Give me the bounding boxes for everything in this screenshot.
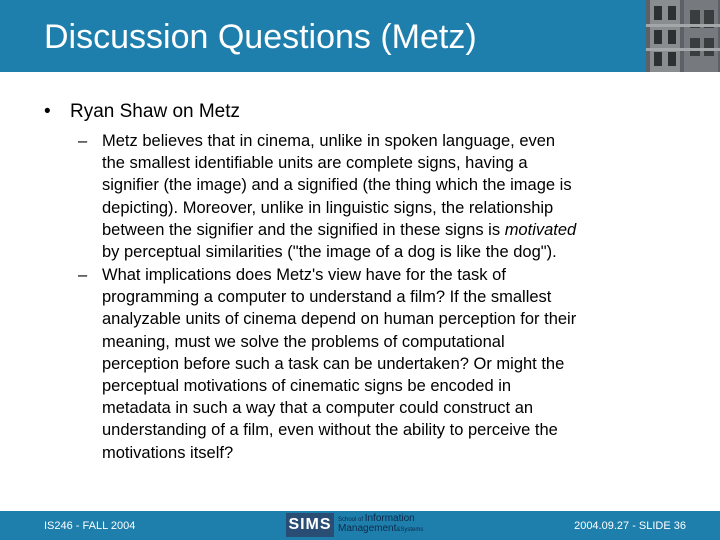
sub1-line-2: the smallest identifiable units are complete signs, having a <box>102 154 528 173</box>
sub2-line-1: What implications does Metz's view have for the task of <box>102 266 506 284</box>
sub1-line-1: Metz believes that in cinema, unlike in spoken language, even <box>102 132 556 150</box>
course-label: IS246 - FALL 2004 <box>44 520 136 532</box>
sub1-line-4: depicting). Moreover, unlike in linguistic signs, the relationship <box>102 198 554 217</box>
bullet-text: Ryan Shaw on Metz <box>70 101 241 122</box>
sub2-line-8: understanding of a film, even without the ability to perceive the <box>102 421 558 440</box>
sub-bullet-1 <box>78 130 678 263</box>
logo-information: Information <box>364 513 415 524</box>
dash-marker: – <box>78 266 88 284</box>
sub2-line-6: perceptual motivations of cinematic signs be encoded in <box>102 377 512 396</box>
sub1-line-3: signifier (the image) and a signified (the thing which the image is <box>102 176 572 195</box>
emphasis-motivated: motivated <box>504 220 577 239</box>
sub2-line-5: perception before such a task can be undertaken? Or might the <box>102 354 565 373</box>
logo-school-of: School of <box>338 517 364 523</box>
logo-school-name <box>338 514 423 534</box>
sub2-line-7: metadata in such a way that a computer could construct an <box>102 399 534 418</box>
sub-bullet-2 <box>78 264 678 464</box>
logo-sims-text: SIMS <box>286 513 334 537</box>
slide-title: Discussion Questions (Metz) <box>44 18 477 56</box>
sims-logo <box>286 513 436 537</box>
sub2-line-9: motivations itself? <box>102 443 234 462</box>
sub1-line-5-text: between the signifier and the signified in these signs is <box>102 220 501 239</box>
bullet-item <box>44 101 240 123</box>
logo-systems: &Systems <box>396 527 424 533</box>
logo-management: Management <box>338 523 397 534</box>
bullet-marker: • <box>44 101 51 122</box>
dash-marker: – <box>78 132 88 150</box>
sub2-line-3: analyzable units of cinema depend on human perception for their <box>102 310 577 329</box>
sub2-line-2: programming a computer to understand a film? If the smallest <box>102 288 552 307</box>
slide-number: 2004.09.27 - SLIDE 36 <box>574 520 686 532</box>
sub1-line-6: by perceptual similarities ("the image of a dog is like the dog"). <box>102 243 557 262</box>
sub1-line-5 <box>78 219 678 241</box>
sub2-line-4: meaning, must we solve the problems of computational <box>102 332 505 351</box>
